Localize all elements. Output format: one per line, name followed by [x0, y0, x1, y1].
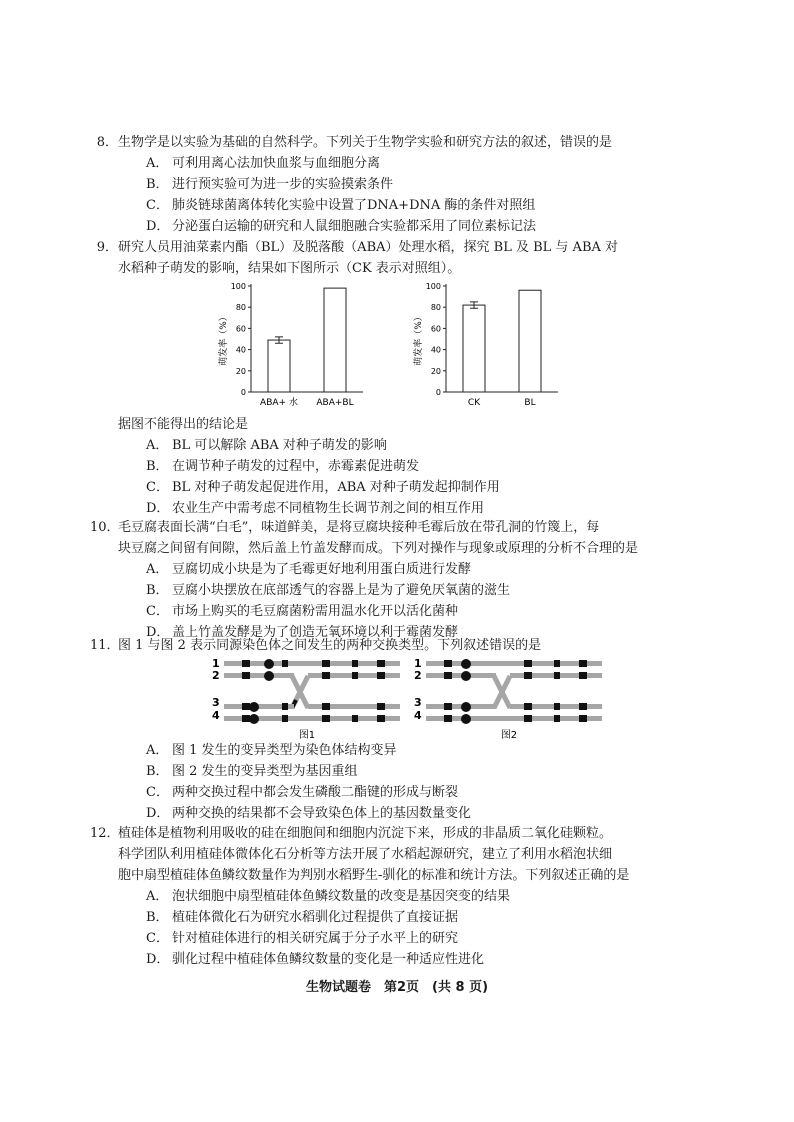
y-tick-label: 0	[240, 388, 246, 397]
svg-text:3: 3	[212, 696, 220, 709]
option-d: D． 农业生产中需考虑不同植物生长调节剂之间的相互作用	[146, 501, 485, 516]
chart-aba-bl	[215, 278, 375, 410]
question-10	[90, 517, 688, 643]
svg-text:4: 4	[212, 709, 220, 722]
chromatid-1	[224, 659, 400, 669]
y-tick-label: 40	[235, 345, 246, 355]
bar	[519, 290, 541, 392]
question-11	[90, 635, 688, 656]
crossover-x	[494, 676, 510, 708]
x-tick-label: ABA+BL	[316, 398, 354, 408]
crossover-x	[292, 676, 308, 708]
y-tick-label: 20	[430, 366, 441, 376]
svg-text:2: 2	[414, 669, 422, 682]
svg-text:2: 2	[212, 669, 220, 682]
question-11-options	[118, 740, 688, 824]
bar	[324, 288, 346, 392]
chromatid-3	[224, 702, 400, 712]
question-number: 8．	[96, 135, 118, 150]
question-stem-line2: 科学团队利用植硅体微体化石分析等方法开展了水稻起源研究，建立了利用水稻泡状细	[118, 847, 613, 862]
question-stem: 图 1 与图 2 表示同源染色体之间发生的两种交换类型。下列叙述错误的是	[118, 638, 542, 653]
x-tick-label: BL	[524, 398, 536, 408]
option-c: C． 市场上购买的毛豆腐菌粉需用温水化开以活化菌种	[146, 604, 459, 619]
question-stem-line2: 块豆腐之间留有间隙，然后盖上竹盖发酵而成。下列对操作与现象或原理的分析不合理的是	[118, 541, 639, 556]
bar	[463, 305, 485, 392]
option-d: D． 分泌蛋白运输的研究和人鼠细胞融合实验都采用了同位素标记法	[146, 219, 537, 234]
option-c: C． BL 对种子萌发起促进作用，ABA 对种子萌发起抑制作用	[146, 480, 500, 495]
question-9-options	[118, 414, 688, 519]
bar	[268, 340, 290, 392]
question-8	[96, 132, 688, 237]
option-a: A． 图 1 发生的变异类型为染色体结构变异	[146, 743, 397, 758]
svg-text:1: 1	[212, 657, 220, 670]
option-b: B． 植硅体微化石为研究水稻驯化过程提供了直接证据	[146, 910, 459, 925]
question-number: 12．	[90, 826, 120, 841]
y-tick-label: 0	[435, 388, 441, 397]
chromatid-1	[426, 659, 602, 669]
option-b: B． 进行预实验可为进一步的实验摸索条件	[146, 177, 394, 192]
question-stem-line2: 水稻种子萌发的影响，结果如下图所示（CK 表示对照组）。	[118, 261, 461, 276]
page-footer: 生物试题卷 第2页 (共 8 页)	[305, 980, 489, 995]
question-number: 11．	[90, 638, 120, 653]
option-b: B． 图 2 发生的变异类型为基因重组	[146, 764, 358, 779]
question-stem-line3: 胞中扇型植硅体鱼鳞纹数量作为判别水稻野生-驯化的标准和统计方法。下列叙述正确的是	[118, 868, 630, 883]
y-axis-label: 萌发率（%）	[414, 312, 424, 366]
option-c: C． 针对植硅体进行的相关研究属于分子水平上的研究	[146, 931, 459, 946]
question-9	[96, 237, 688, 279]
question-prompt: 据图不能得出的结论是	[118, 417, 249, 432]
chart-ck-bl	[410, 278, 570, 410]
question-stem-line1: 植硅体是植物利用吸收的硅在细胞间和细胞内沉淀下来，形成的非晶质二氧化硅颗粒。	[118, 826, 613, 841]
question-number: 9．	[96, 240, 118, 255]
chromatid-2	[224, 671, 400, 681]
chromatid-4	[224, 714, 400, 724]
question-12	[90, 823, 688, 970]
question-stem-line1: 研究人员用油菜素内酯（BL）及脱落酸（ABA）处理水稻，探究 BL 及 BL 与 ABA 对	[118, 240, 619, 255]
question-stem-line1: 毛豆腐表面长满“白毛”，味道鲜美，是将豆腐块接种毛霉后放在带孔洞的竹篾上，每	[118, 520, 600, 535]
chromosome-labels	[414, 657, 422, 722]
y-tick-label: 60	[430, 324, 441, 334]
option-c: C． 肺炎链球菌离体转化实验中设置了DNA+DNA 酶的条件对照组	[146, 198, 536, 213]
y-tick-label: 100	[425, 282, 441, 291]
option-a: A． 可利用离心法加快血浆与血细胞分离	[146, 156, 381, 171]
question-number: 10．	[90, 520, 120, 535]
y-tick-label: 40	[430, 345, 441, 355]
option-a: A． 豆腐切成小块是为了毛霉更好地利用蛋白质进行发酵	[146, 562, 472, 577]
option-d: D． 盖上竹盖发酵是为了创造无氧环境以利于霉菌发酵	[146, 625, 459, 640]
x-tick-label: ABA+ 水	[260, 398, 298, 408]
chromosome-labels	[212, 657, 220, 722]
option-a: A． BL 可以解除 ABA 对种子萌发的影响	[146, 438, 387, 453]
option-d: D． 驯化过程中植硅体鱼鳞纹数量的变化是一种适应性进化	[146, 952, 485, 967]
y-tick-label: 80	[430, 303, 441, 313]
option-c: C． 两种交换过程中都会发生磷酸二酯键的形成与断裂	[146, 785, 459, 800]
option-b: B． 在调节种子萌发的过程中，赤霉素促进萌发	[146, 459, 420, 474]
y-tick-label: 60	[235, 324, 246, 334]
svg-text:1: 1	[414, 657, 422, 670]
figure-1-crossover	[212, 656, 402, 742]
chromatid-2	[426, 671, 602, 681]
svg-text:4: 4	[414, 709, 422, 722]
chromatid-4	[426, 714, 602, 724]
y-tick-label: 100	[230, 282, 246, 291]
x-tick-label: CK	[467, 398, 481, 408]
option-a: A． 泡状细胞中扇型植硅体鱼鳞纹数量的改变是基因突变的结果	[146, 889, 511, 904]
question-stem: 生物学是以实验为基础的自然科学。下列关于生物学实验和研究方法的叙述，错误的是	[118, 135, 613, 150]
svg-text:3: 3	[414, 696, 422, 709]
figure-1-caption: 图1	[298, 730, 316, 741]
chromatid-3	[426, 702, 602, 712]
y-tick-label: 80	[235, 303, 246, 313]
figure-2-crossover	[414, 656, 604, 742]
y-tick-label: 20	[235, 366, 246, 376]
figure-2-caption: 图2	[500, 730, 518, 741]
option-b: B． 豆腐小块摆放在底部透气的容器上是为了避免厌氧菌的滋生	[146, 583, 511, 598]
y-axis-label: 萌发率（%）	[219, 312, 229, 366]
option-d: D． 两种交换的结果都不会导致染色体上的基因数量变化	[146, 806, 472, 821]
